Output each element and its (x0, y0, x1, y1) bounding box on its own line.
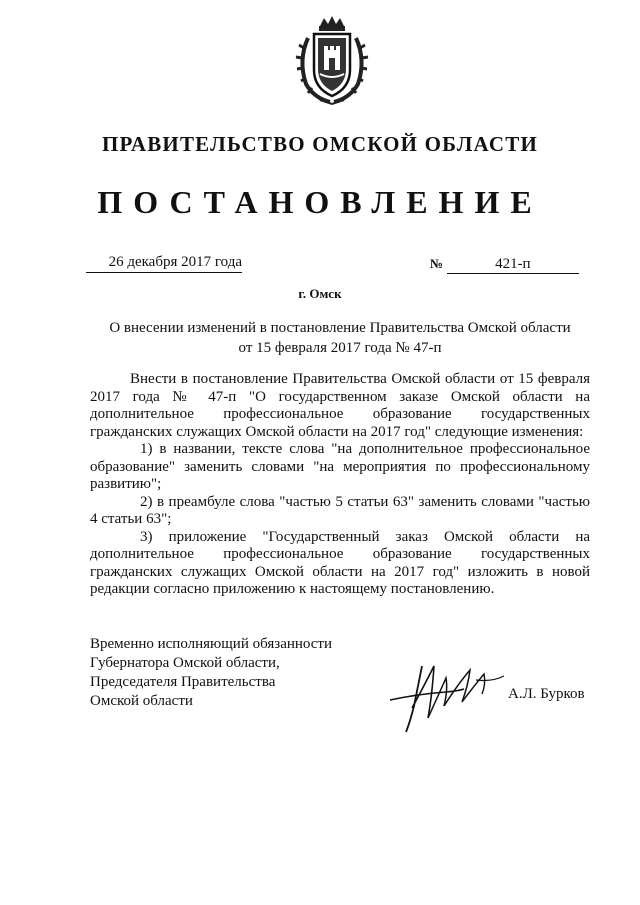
body-item-2: 2) в преамбуле слова "частью 5 статьи 63" заменить словами "частью 4 статьи 63"; (90, 493, 590, 527)
signatory-name: А.Л. Бурков (508, 686, 585, 702)
subject-line-2: от 15 февраля 2017 года № 47-п (238, 340, 442, 356)
subject-line-1: О внесении изменений в постановление Правительства Омской области (109, 320, 571, 336)
document-number: 421-п (447, 256, 579, 274)
document-number-block (430, 256, 584, 274)
position-line-1: Временно исполняющий обязанности (90, 636, 333, 652)
position-line-4: Омской области (90, 693, 193, 709)
document-body (90, 371, 590, 599)
city-label: г. Омск (298, 286, 342, 301)
signatory-position (90, 635, 332, 711)
handwritten-signature (388, 656, 508, 736)
organization-title: ПРАВИТЕЛЬСТВО ОМСКОЙ ОБЛАСТИ (101, 132, 538, 156)
body-intro-paragraph: Внести в постановление Правительства Омской области от 15 февраля 2017 года № 47-п "О государственном заказе Омской области на дополнительное профессиональное образование государственных гражданских служащих Омской области на 2017 год" следующие изменения: (90, 371, 590, 440)
document-subject (90, 318, 590, 358)
number-sign: № (430, 256, 444, 271)
body-item-1: 1) в названии, тексте слова "на дополнительное профессиональное образование" заменить словами "на мероприятия по профессиональному развитию"; (90, 441, 590, 492)
document-type-title: ПОСТАНОВЛЕНИЕ (97, 184, 543, 220)
body-item-3: 3) приложение "Государственный заказ Омской области на дополнительное профессиональное образование государственных гражданских служащих Омской области на 2017 год" изложить в новой редакции согласно приложению к настоящему постановлению. (90, 528, 590, 597)
position-line-3: Председателя Правительства (90, 674, 276, 690)
document-date: 26 декабря 2017 года (86, 254, 242, 273)
coat-of-arms-icon (294, 14, 370, 106)
position-line-2: Губернатора Омской области, (90, 655, 280, 671)
